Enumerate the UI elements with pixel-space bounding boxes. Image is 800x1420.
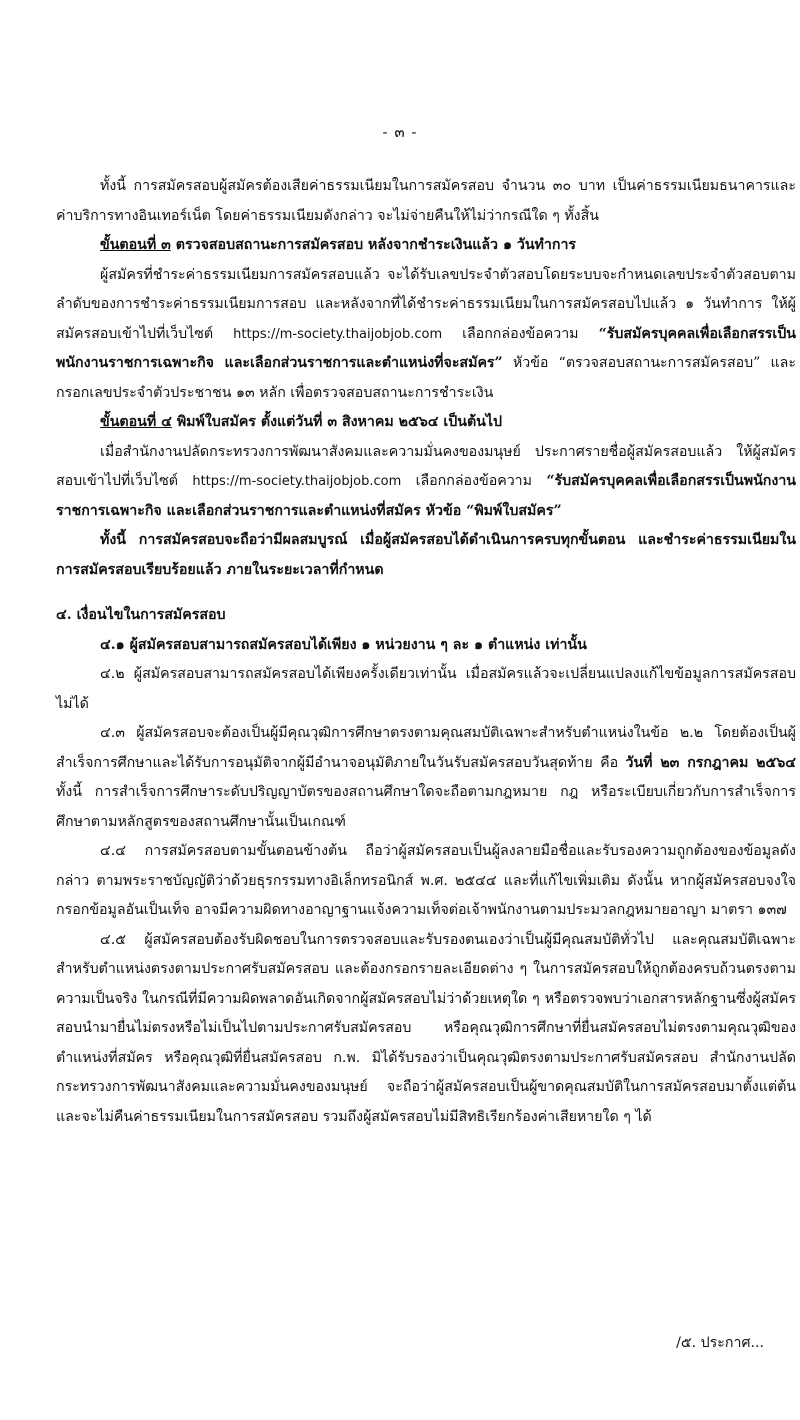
step4-bold-text: “รับสมัครบุคคลเพื่อเลือกสรรเป็นพนักงานราชการเฉพาะกิจ และเลือกส่วนราชการและตำแหน่งที่สมัคร หัวข้อ “พิมพ์ใบสมัคร”	[56, 473, 796, 519]
step3-text-c: หัวข้อ “ตรวจสอบสถานะการสมัครสอบ” และกรอกเลขประจำตัวประชาชน ๑๓ หลัก เพื่อตรวจสอบสถานะการชำระเงิน	[56, 355, 796, 401]
condition-4-3-text-b: ทั้งนี้ การสำเร็จการศึกษาระดับปริญญาบัตรของสถานศึกษาใดจะถือตามกฎหมาย กฎ หรือระเบียบเกี่ยวกับการสำเร็จการศึกษาตามหลักสูตรของสถานศึกษานั้นเป็นเกณฑ์	[56, 784, 796, 830]
condition-4-3-text-a: ๔.๓ ผู้สมัครสอบจะต้องเป็นผู้มีคุณวุฒิการศึกษาตรงตามคุณสมบัติเฉพาะสำหรับตำแหน่งในข้อ ๒.๒ โดยต้องเป็นผู้สำเร็จการศึกษาและได้รับการอนุมัติจากผู้มีอำนาจอนุมัติภายในวันรับสมัครสอบวันสุดท้าย คือ	[56, 725, 796, 771]
step3-bold-text: “รับสมัครบุคคลเพื่อเลือกสรรเป็นพนักงานราชการเฉพาะกิจ และเลือกส่วนราชการและตำแหน่งที่จะสมัคร”	[56, 325, 796, 371]
website-link[interactable]: https://m-society.thaijobjob.com	[233, 326, 443, 342]
condition-4-4: ๔.๔ การสมัครสอบตามขั้นตอนข้างต้น ถือว่าผู้สมัครสอบเป็นผู้ลงลายมือชื่อและรับรองความถูกต้องของข้อมูลดังกล่าว ตามพระราชบัญญัติว่าด้วยธุรกรรมทางอิเล็กทรอนิกส์ พ.ศ. ๒๕๔๔ และที่แก้ไขเพิ่มเติม ดังนั้น หากผู้สมัครสอบจงใจกรอกข้อมูลอันเป็นเท็จ อาจมีความผิดทางอาญาฐานแจ้งความเท็จต่อเจ้าพนักงานตามประมวลกฎหมายอาญา มาตรา ๑๓๗	[56, 843, 796, 918]
step3-title: ตรวจสอบสถานะการสมัครสอบ หลังจากชำระเงินแล้ว ๑ วันทำการ	[175, 237, 577, 253]
document-body	[56, 172, 796, 1132]
condition-4-1: ๔.๑ ผู้สมัครสอบสามารถสมัครสอบได้เพียง ๑ หน่วยงาน ๆ ละ ๑ ตำแหน่ง เท่านั้น	[100, 636, 587, 653]
step4-text-b: เลือกกล่องข้อความ	[415, 473, 532, 489]
condition-4-3	[56, 719, 796, 837]
completion-paragraph: ทั้งนี้ การสมัครสอบจะถือว่ามีผลสมบูรณ์ เมื่อผู้สมัครสอบได้ดำเนินการครบทุกขั้นตอน และชำระค่าธรรมเนียมในการสมัครสอบเรียบร้อยแล้ว ภายในระยะเวลาที่กำหนด	[56, 532, 796, 578]
step3-text-b: เลือกกล่องข้อความ	[462, 325, 579, 342]
step4-label: ขั้นตอนที่ ๔	[100, 414, 172, 430]
section4-title: ๔. เงื่อนไขในการสมัครสอบ	[56, 607, 226, 623]
step3-text-a: ผู้สมัครที่ชำระค่าธรรมเนียมการสมัครสอบแล้ว จะได้รับเลขประจำตัวสอบโดยระบบจะกำหนดเลขประจำตัวสอบตามลำดับของการชำระค่าธรรมเนียมการสอบ และหลังจากที่ได้ชำระค่าธรรมเนียมในการสมัครสอบไปแล้ว ๑ วันทำการ ให้ผู้สมัครสอบเข้าไปที่เว็บไซต์	[56, 266, 796, 342]
fee-paragraph: ทั้งนี้ การสมัครสอบผู้สมัครต้องเสียค่าธรรมเนียมในการสมัครสอบ จำนวน ๓๐ บาท เป็นค่าธรรมเนียมธนาคารและค่าบริการทางอินเทอร์เน็ต โดยค่าธรรมเนียมดังกล่าว จะไม่จ่ายคืนให้ไม่ว่ากรณีใด ๆ ทั้งสิ้น	[56, 178, 796, 224]
step3-label: ขั้นตอนที่ ๓	[100, 237, 171, 253]
step3-paragraph	[56, 261, 796, 409]
step4-text-a: เมื่อสำนักงานปลัดกระทรวงการพัฒนาสังคมและความมั่นคงของมนุษย์ ประกาศรายชื่อผู้สมัครสอบแล้ว ให้ผู้สมัครสอบเข้าไปที่เว็บไซต์	[56, 443, 796, 489]
condition-4-3-deadline: วันที่ ๒๓ กรกฎาคม ๒๕๖๔	[625, 754, 796, 771]
page-number: - ๓ -	[382, 123, 418, 141]
step4-heading	[56, 408, 796, 438]
continued-marker: /๕. ประกาศ...	[676, 1335, 764, 1351]
condition-4-2: ๔.๒ ผู้สมัครสอบสามารถสมัครสอบได้เพียงครั้งเดียวเท่านั้น เมื่อสมัครแล้วจะเปลี่ยนแปลงแก้ไขข้อมูลการสมัครสอบไม่ได้	[56, 666, 796, 712]
step4-paragraph	[56, 438, 796, 527]
condition-4-5: ๔.๕ ผู้สมัครสอบต้องรับผิดชอบในการตรวจสอบและรับรองตนเองว่าเป็นผู้มีคุณสมบัติทั่วไป และคุณสมบัติเฉพาะสำหรับตำแหน่งตรงตามประกาศรับสมัครสอบ และต้องกรอกรายละเอียดต่าง ๆ ในการสมัครสอบให้ถูกต้องครบถ้วนตรงตามความเป็นจริง ในกรณีที่มีความผิดพลาดอันเกิดจากผู้สมัครสอบไม่ว่าด้วยเหตุใด ๆ หรือตรวจพบว่าเอกสารหลักฐานซึ่งผู้สมัครสอบนำมายื่นไม่ตรงหรือไม่เป็นไปตามประกาศรับสมัครสอบ หรือคุณวุฒิการศึกษาที่ยื่นสมัครสอบไม่ตรงตามคุณวุฒิของตำแหน่งที่สมัคร หรือคุณวุฒิที่ยื่นสมัครสอบ ก.พ. มิได้รับรองว่าเป็นคุณวุฒิตรงตามประกาศรับสมัครสอบ สำนักงานปลัดกระทรวงการพัฒนาสังคมและความมั่นคงของมนุษย์ จะถือว่าผู้สมัครสอบเป็นผู้ขาดคุณสมบัติในการสมัครสอบมาตั้งแต่ต้น และจะไม่คืนค่าธรรมเนียมในการสมัครสอบ รวมถึงผู้สมัครสอบไม่มีสิทธิเรียกร้องค่าเสียหายใด ๆ ได้	[56, 931, 796, 1125]
step4-title: พิมพ์ใบสมัคร ตั้งแต่วันที่ ๓ สิงหาคม ๒๕๖๔ เป็นต้นไป	[176, 414, 503, 430]
website-link-2[interactable]: https://m-society.thaijobjob.com	[192, 474, 402, 489]
step3-heading	[56, 231, 796, 261]
